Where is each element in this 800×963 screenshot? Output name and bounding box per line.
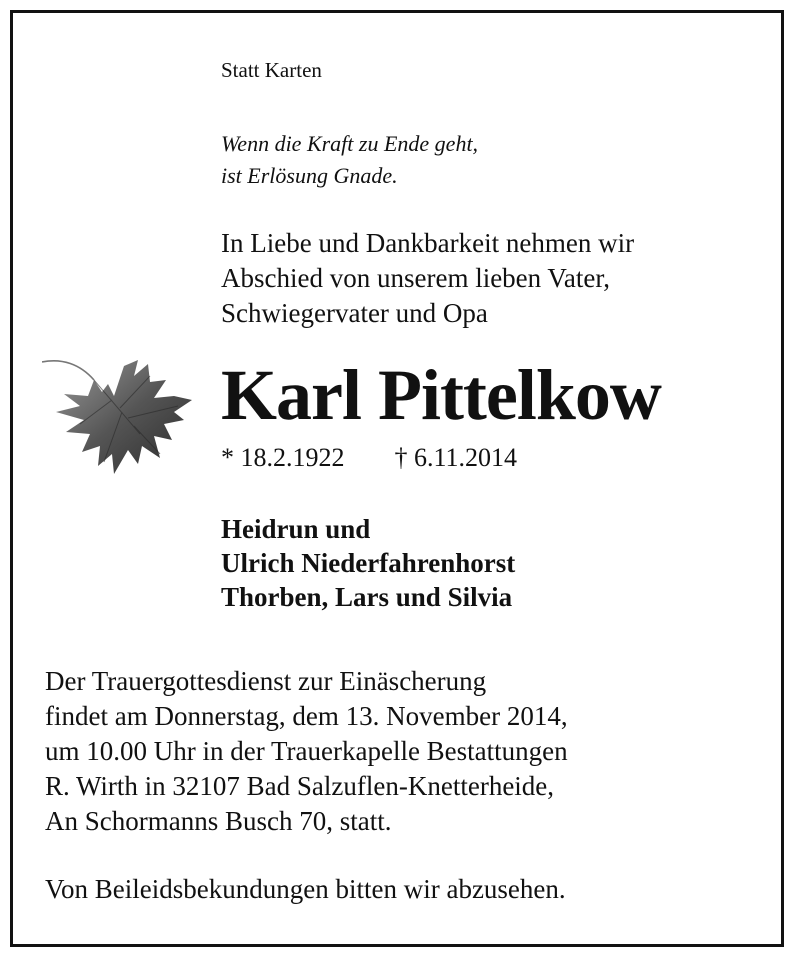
service-line: R. Wirth in 32107 Bad Salzuflen-Knetterheide, [45,771,555,801]
quote-line: Wenn die Kraft zu Ende geht, [221,131,479,156]
service-line: An Schormanns Busch 70, statt. [45,806,392,836]
mourners-list [221,512,515,614]
mourner-line: Ulrich Niederfahrenhorst [221,548,516,578]
service-line: um 10.00 Uhr in der Trauerkapelle Bestattungen [45,736,568,766]
life-dates [221,443,517,473]
service-line: findet am Donnerstag, dem 13. November 2014, [45,701,568,731]
intro-text [221,226,634,331]
deceased-name: Karl Pittelkow [221,355,661,435]
intro-line: Schwiegervater und Opa [221,298,488,328]
quote-line: ist Erlösung Gnade. [221,163,398,188]
intro-line: Abschied von unserem lieben Vater, [221,263,611,293]
service-details [45,664,568,839]
birth-date: * 18.2.1922 [221,443,345,472]
mourner-line: Thorben, Lars und Silvia [221,582,513,612]
mourner-line: Heidrun und [221,514,371,544]
intro-line: In Liebe und Dankbarkeit nehmen wir [221,228,635,258]
maple-leaf-icon [42,354,194,480]
notice-header: Statt Karten [221,58,322,82]
quote-block [221,128,478,192]
death-date: † 6.11.2014 [394,443,518,472]
closing-note: Von Beileidsbekundungen bitten wir abzusehen. [45,874,566,904]
service-line: Der Trauergottesdienst zur Einäscherung [45,666,487,696]
